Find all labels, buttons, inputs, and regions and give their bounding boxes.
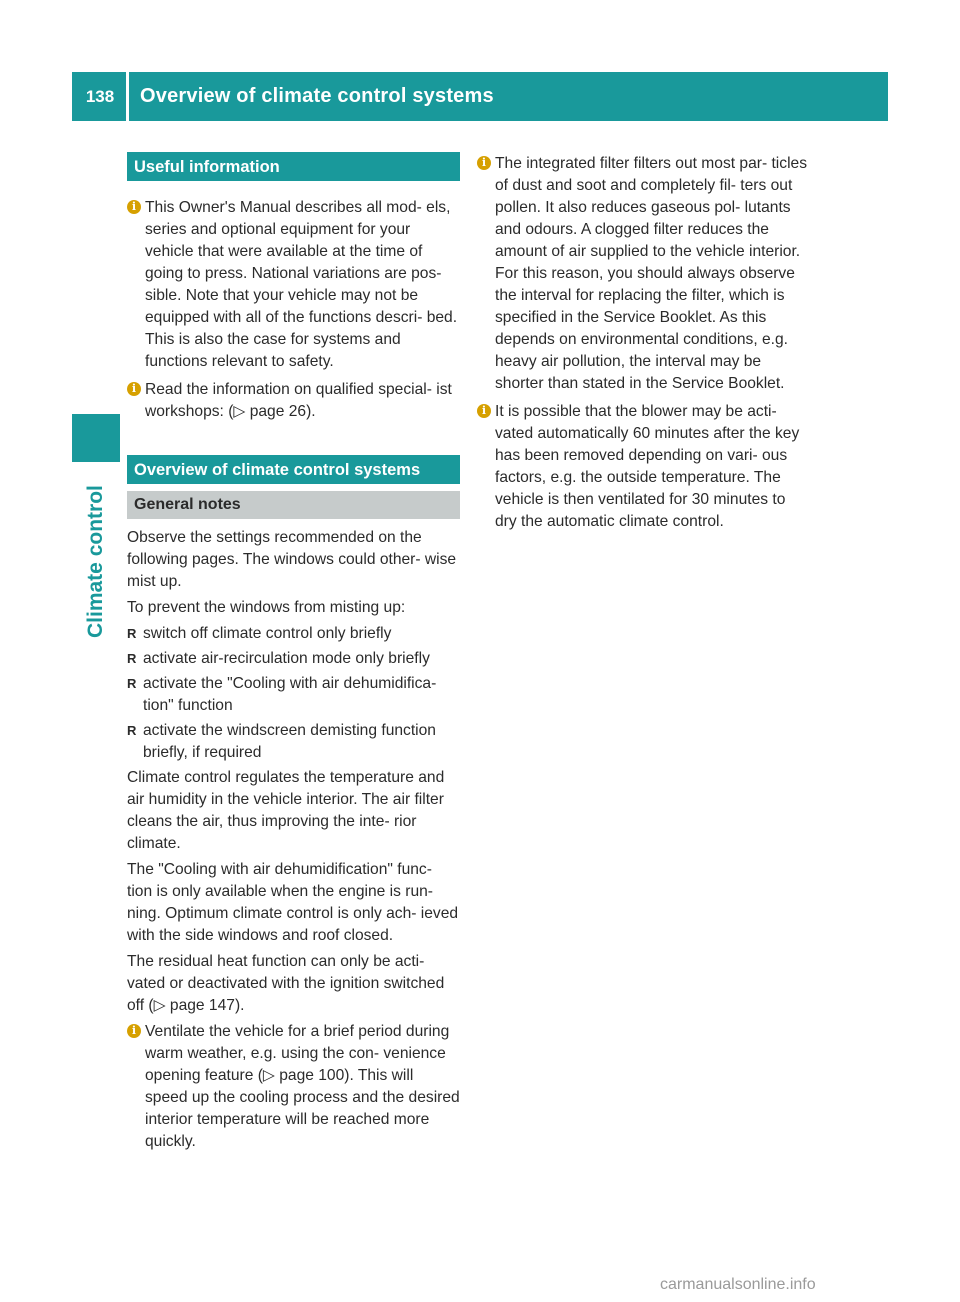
right-column bbox=[477, 153, 810, 539]
info-note bbox=[127, 1021, 460, 1153]
info-note bbox=[127, 197, 460, 373]
paragraph: To prevent the windows from misting up: bbox=[127, 599, 406, 616]
info-note bbox=[477, 401, 810, 533]
info-icon: i bbox=[477, 404, 491, 418]
paragraph: The "Cooling with air dehumidification" func- tion is only available when the engine is run- ning. Optimum climate control is only ach- ieved with the side windows and roof closed. bbox=[127, 861, 459, 944]
overview-heading: Overview of climate control systems bbox=[127, 455, 460, 484]
watermark: carmanualsonline.info bbox=[660, 1276, 816, 1293]
info-text: It is possible that the blower may be acti- vated automatically 60 minutes after the key has been removed depending on vari- ous factors, e.g. the outside temperature. The vehicle is then ventilated for 30 minutes to dry the automatic climate control. bbox=[495, 403, 800, 530]
info-text: Read the information on qualified special- ist workshops: (▷ page 26). bbox=[145, 381, 452, 420]
info-icon: i bbox=[127, 1024, 141, 1038]
header-divider bbox=[126, 72, 129, 121]
list-item bbox=[127, 673, 460, 717]
bullet-icon: R bbox=[127, 676, 137, 691]
page-title: Overview of climate control systems bbox=[140, 85, 494, 107]
info-text: This Owner's Manual describes all mod- els, series and optional equipment for your vehicle that were available at the time of going to press. National variations are pos- sible. Note that your vehicle may not be equipped with all of the functions descri- bed. This is also the case for systems and functions relevant to safety. bbox=[145, 199, 458, 370]
general-notes-heading: General notes bbox=[127, 491, 460, 519]
paragraph: Observe the settings recommended on the following pages. The windows could other- wise mist up. bbox=[127, 529, 457, 590]
info-text: The integrated filter filters out most par- ticles of dust and soot and completely fil- ters out pollen. It also reduces gaseous pol- lutants and odours. A clogged filter reduces the amount of air supplied to the vehicle interior. For this reason, you should always observe the interval for replacing the filter, which is specified in the Service Booklet. As this depends on environmental conditions, e.g. heavy air pollution, the interval may be shorter than stated in the Service Booklet. bbox=[495, 155, 807, 392]
info-icon: i bbox=[127, 382, 141, 396]
list-item bbox=[127, 623, 460, 645]
paragraph: The residual heat function can only be acti- vated or deactivated with the ignition switched off (▷ page 147). bbox=[127, 953, 445, 1014]
list-item-text: activate the windscreen demisting function briefly, if required bbox=[143, 722, 436, 761]
section-tab-marker bbox=[72, 414, 120, 462]
list-item-text: switch off climate control only briefly bbox=[143, 625, 392, 642]
left-column bbox=[127, 152, 460, 1159]
paragraph: Climate control regulates the temperature and air humidity in the vehicle interior. The air filter cleans the air, thus improving the inte- rior climate. bbox=[127, 769, 445, 852]
bullet-icon: R bbox=[127, 651, 137, 666]
info-icon: i bbox=[477, 156, 491, 170]
list-item-text: activate the "Cooling with air dehumidifica- tion" function bbox=[143, 675, 437, 714]
useful-information-heading: Useful information bbox=[127, 152, 460, 181]
list-item-text: activate air-recirculation mode only briefly bbox=[143, 650, 430, 667]
page-number: 138 bbox=[85, 86, 115, 106]
info-icon: i bbox=[127, 200, 141, 214]
info-text: Ventilate the vehicle for a brief period during warm weather, e.g. using the con- venience opening feature (▷ page 100). This will speed up the cooling process and the desired interior temperature will be reached more quickly. bbox=[145, 1023, 460, 1150]
bullet-icon: R bbox=[127, 626, 137, 641]
list-item bbox=[127, 720, 460, 764]
info-note bbox=[477, 153, 810, 395]
info-note bbox=[127, 379, 460, 423]
section-label: Climate control bbox=[84, 485, 107, 638]
list-item bbox=[127, 648, 460, 670]
bullet-icon: R bbox=[127, 723, 137, 738]
